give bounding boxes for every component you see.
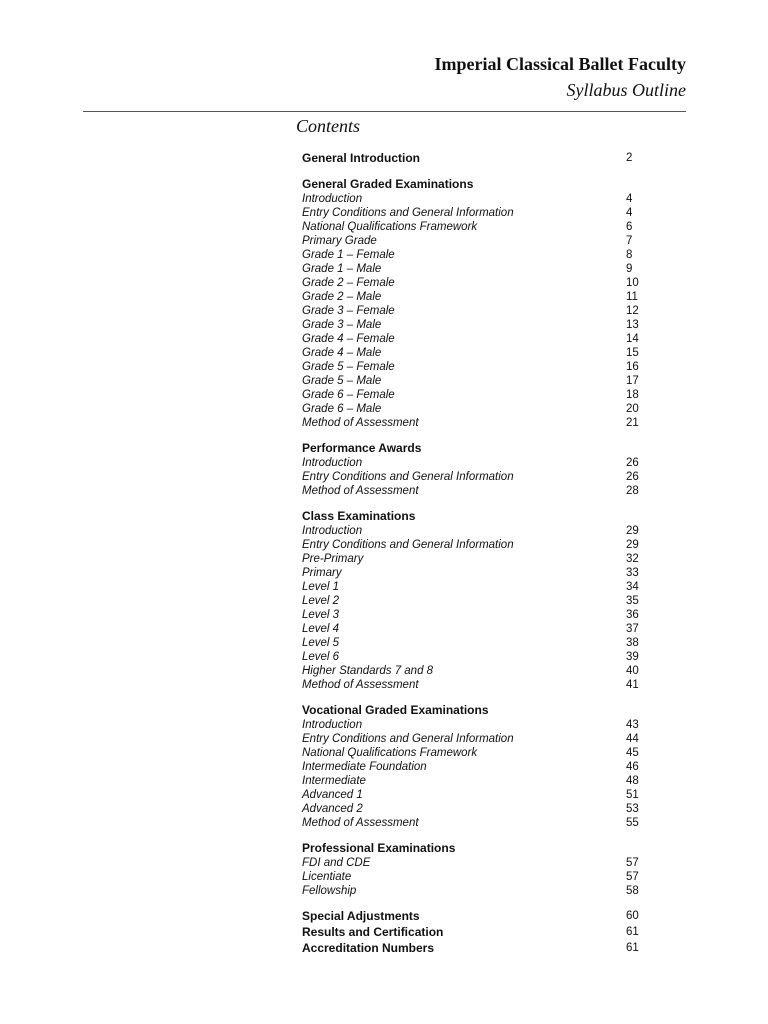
toc-entry-label: Grade 6 – Female <box>302 389 395 401</box>
toc-entry[interactable] <box>302 636 642 650</box>
table-of-contents <box>302 150 642 956</box>
toc-entry[interactable] <box>302 746 642 760</box>
toc-page-number: 18 <box>626 389 639 401</box>
toc-entry[interactable] <box>302 346 642 360</box>
section-spacer <box>302 830 642 840</box>
toc-page-number: 48 <box>626 775 639 787</box>
toc-entry[interactable] <box>302 678 642 692</box>
toc-entry[interactable] <box>302 374 642 388</box>
toc-page-number: 61 <box>626 942 639 954</box>
toc-entry[interactable] <box>302 816 642 830</box>
toc-entry-label: Intermediate <box>302 775 366 787</box>
toc-entry-label: Fellowship <box>302 885 357 897</box>
toc-entry[interactable] <box>302 732 642 746</box>
toc-page-number: 51 <box>626 789 639 801</box>
toc-section-title: Vocational Graded Examinations <box>302 703 489 717</box>
toc-page-number: 34 <box>626 581 639 593</box>
toc-section-heading[interactable] <box>302 924 642 940</box>
toc-entry[interactable] <box>302 276 642 290</box>
toc-entry-label: Advanced 2 <box>302 803 363 815</box>
toc-page-number: 12 <box>626 305 639 317</box>
toc-entry-label: Introduction <box>302 457 363 469</box>
toc-entry[interactable] <box>302 870 642 884</box>
toc-section-heading[interactable] <box>302 508 642 524</box>
toc-page-number: 55 <box>626 817 639 829</box>
toc-entry-label: Method of Assessment <box>302 417 419 429</box>
section-spacer <box>302 498 642 508</box>
toc-section-heading[interactable] <box>302 702 642 718</box>
toc-entry-label: Entry Conditions and General Information <box>302 733 514 745</box>
toc-page-number: 45 <box>626 747 639 759</box>
toc-entry[interactable] <box>302 470 642 484</box>
toc-entry-label: Entry Conditions and General Information <box>302 471 514 483</box>
toc-entry[interactable] <box>302 388 642 402</box>
toc-section-title: Special Adjustments <box>302 909 420 923</box>
toc-page-number: 26 <box>626 471 639 483</box>
toc-page-number: 43 <box>626 719 639 731</box>
toc-section-title: General Graded Examinations <box>302 177 474 191</box>
toc-page-number: 39 <box>626 651 639 663</box>
toc-entry[interactable] <box>302 760 642 774</box>
toc-entry[interactable] <box>302 594 642 608</box>
toc-entry-label: Grade 4 – Male <box>302 347 382 359</box>
section-spacer <box>302 166 642 176</box>
toc-entry[interactable] <box>302 664 642 678</box>
toc-entry[interactable] <box>302 262 642 276</box>
toc-entry-label: Entry Conditions and General Information <box>302 207 514 219</box>
toc-entry[interactable] <box>302 318 642 332</box>
toc-section-title: Performance Awards <box>302 441 422 455</box>
toc-entry[interactable] <box>302 566 642 580</box>
toc-entry-label: Higher Standards 7 and 8 <box>302 665 434 677</box>
toc-entry[interactable] <box>302 552 642 566</box>
toc-section-title: General Introduction <box>302 151 421 165</box>
toc-entry-label: Level 6 <box>302 651 340 663</box>
section-spacer <box>302 430 642 440</box>
toc-page-number: 36 <box>626 609 639 621</box>
toc-page-number: 35 <box>626 595 639 607</box>
toc-entry-label: Intermediate Foundation <box>302 761 427 773</box>
toc-entry-label: Grade 1 – Male <box>302 263 382 275</box>
toc-entry-label: Grade 2 – Female <box>302 277 395 289</box>
toc-page-number: 32 <box>626 553 639 565</box>
toc-entry-label: National Qualifications Framework <box>302 221 478 233</box>
toc-entry[interactable] <box>302 456 642 470</box>
toc-page-number: 28 <box>626 485 639 497</box>
toc-entry[interactable] <box>302 802 642 816</box>
toc-entry[interactable] <box>302 524 642 538</box>
toc-page-number: 37 <box>626 623 639 635</box>
toc-entry[interactable] <box>302 248 642 262</box>
toc-entry[interactable] <box>302 622 642 636</box>
toc-entry[interactable] <box>302 650 642 664</box>
toc-page-number: 10 <box>626 277 639 289</box>
toc-page-number: 21 <box>626 417 639 429</box>
toc-entry-label: Advanced 1 <box>302 789 363 801</box>
toc-entry-label: Grade 3 – Male <box>302 319 382 331</box>
toc-entry[interactable] <box>302 290 642 304</box>
toc-page-number: 53 <box>626 803 639 815</box>
toc-section-title: Results and Certification <box>302 925 444 939</box>
toc-page-number: 38 <box>626 637 639 649</box>
toc-entry[interactable] <box>302 192 642 206</box>
toc-entry[interactable] <box>302 416 642 430</box>
toc-page-number: 8 <box>626 249 633 261</box>
toc-section-heading[interactable] <box>302 150 642 166</box>
toc-page-number: 16 <box>626 361 639 373</box>
toc-entry-label: Method of Assessment <box>302 817 419 829</box>
toc-entry-label: Method of Assessment <box>302 679 419 691</box>
toc-page-number: 9 <box>626 263 633 275</box>
toc-entry[interactable] <box>302 332 642 346</box>
toc-entry[interactable] <box>302 884 642 898</box>
toc-entry[interactable] <box>302 360 642 374</box>
toc-entry-label: Primary Grade <box>302 235 377 247</box>
section-spacer <box>302 898 642 908</box>
toc-entry[interactable] <box>302 304 642 318</box>
toc-entry[interactable] <box>302 206 642 220</box>
toc-entry-label: National Qualifications Framework <box>302 747 478 759</box>
toc-page-number: 58 <box>626 885 639 897</box>
toc-entry[interactable] <box>302 718 642 732</box>
toc-entry[interactable] <box>302 580 642 594</box>
toc-page-number: 46 <box>626 761 639 773</box>
toc-entry-label: FDI and CDE <box>302 857 371 869</box>
toc-section-heading[interactable] <box>302 840 642 856</box>
toc-entry-label: Level 1 <box>302 581 340 593</box>
toc-section-heading[interactable] <box>302 908 642 924</box>
section-spacer <box>302 692 642 702</box>
toc-page-number: 20 <box>626 403 639 415</box>
toc-entry[interactable] <box>302 234 642 248</box>
toc-page-number: 13 <box>626 319 639 331</box>
toc-page-number: 57 <box>626 871 639 883</box>
toc-section-heading[interactable] <box>302 176 642 192</box>
toc-entry[interactable] <box>302 538 642 552</box>
toc-page-number: 40 <box>626 665 639 677</box>
toc-entry-label: Grade 6 – Male <box>302 403 382 415</box>
toc-entry-label: Level 3 <box>302 609 340 621</box>
toc-page-number: 2 <box>626 152 633 164</box>
toc-entry-label: Licentiate <box>302 871 352 883</box>
toc-entry-label: Method of Assessment <box>302 485 419 497</box>
toc-section-heading[interactable] <box>302 440 642 456</box>
toc-entry[interactable] <box>302 856 642 870</box>
toc-page-number: 26 <box>626 457 639 469</box>
document-subtitle: Syllabus Outline <box>566 80 686 100</box>
toc-entry-label: Level 2 <box>302 595 340 607</box>
toc-page-number: 60 <box>626 910 639 922</box>
toc-page-number: 29 <box>626 539 639 551</box>
header-divider <box>83 111 686 112</box>
toc-entry-label: Introduction <box>302 525 363 537</box>
toc-page-number: 61 <box>626 926 639 938</box>
toc-entry[interactable] <box>302 788 642 802</box>
toc-entry-label: Pre-Primary <box>302 553 364 565</box>
toc-entry-label: Level 4 <box>302 623 340 635</box>
toc-page-number: 44 <box>626 733 639 745</box>
toc-entry[interactable] <box>302 774 642 788</box>
toc-page-number: 14 <box>626 333 639 345</box>
toc-entry-label: Primary <box>302 567 342 579</box>
toc-page-number: 33 <box>626 567 639 579</box>
toc-page-number: 6 <box>626 221 633 233</box>
toc-entry-label: Grade 4 – Female <box>302 333 395 345</box>
toc-entry-label: Level 5 <box>302 637 340 649</box>
toc-page-number: 4 <box>626 193 633 205</box>
toc-page-number: 17 <box>626 375 639 387</box>
toc-entry-label: Introduction <box>302 719 363 731</box>
toc-page-number: 15 <box>626 347 639 359</box>
toc-entry-label: Grade 5 – Female <box>302 361 395 373</box>
toc-entry[interactable] <box>302 220 642 234</box>
toc-page-number: 7 <box>626 235 633 247</box>
toc-page-number: 57 <box>626 857 639 869</box>
toc-page-number: 11 <box>626 291 638 303</box>
toc-entry-label: Grade 5 – Male <box>302 375 382 387</box>
toc-entry-label: Grade 2 – Male <box>302 291 382 303</box>
toc-entry-label: Grade 1 – Female <box>302 249 395 261</box>
toc-entry[interactable] <box>302 402 642 416</box>
toc-entry[interactable] <box>302 608 642 622</box>
toc-entry-label: Grade 3 – Female <box>302 305 395 317</box>
toc-page-number: 4 <box>626 207 633 219</box>
contents-heading: Contents <box>296 116 361 136</box>
toc-entry-label: Introduction <box>302 193 363 205</box>
toc-entry-label: Entry Conditions and General Information <box>302 539 514 551</box>
document-title: Imperial Classical Ballet Faculty <box>434 54 686 74</box>
toc-entry[interactable] <box>302 484 642 498</box>
toc-section-heading[interactable] <box>302 940 642 956</box>
toc-section-title: Accreditation Numbers <box>302 941 435 955</box>
toc-page-number: 41 <box>626 679 639 691</box>
toc-section-title: Class Examinations <box>302 509 416 523</box>
toc-page-number: 29 <box>626 525 639 537</box>
toc-section-title: Professional Examinations <box>302 841 456 855</box>
